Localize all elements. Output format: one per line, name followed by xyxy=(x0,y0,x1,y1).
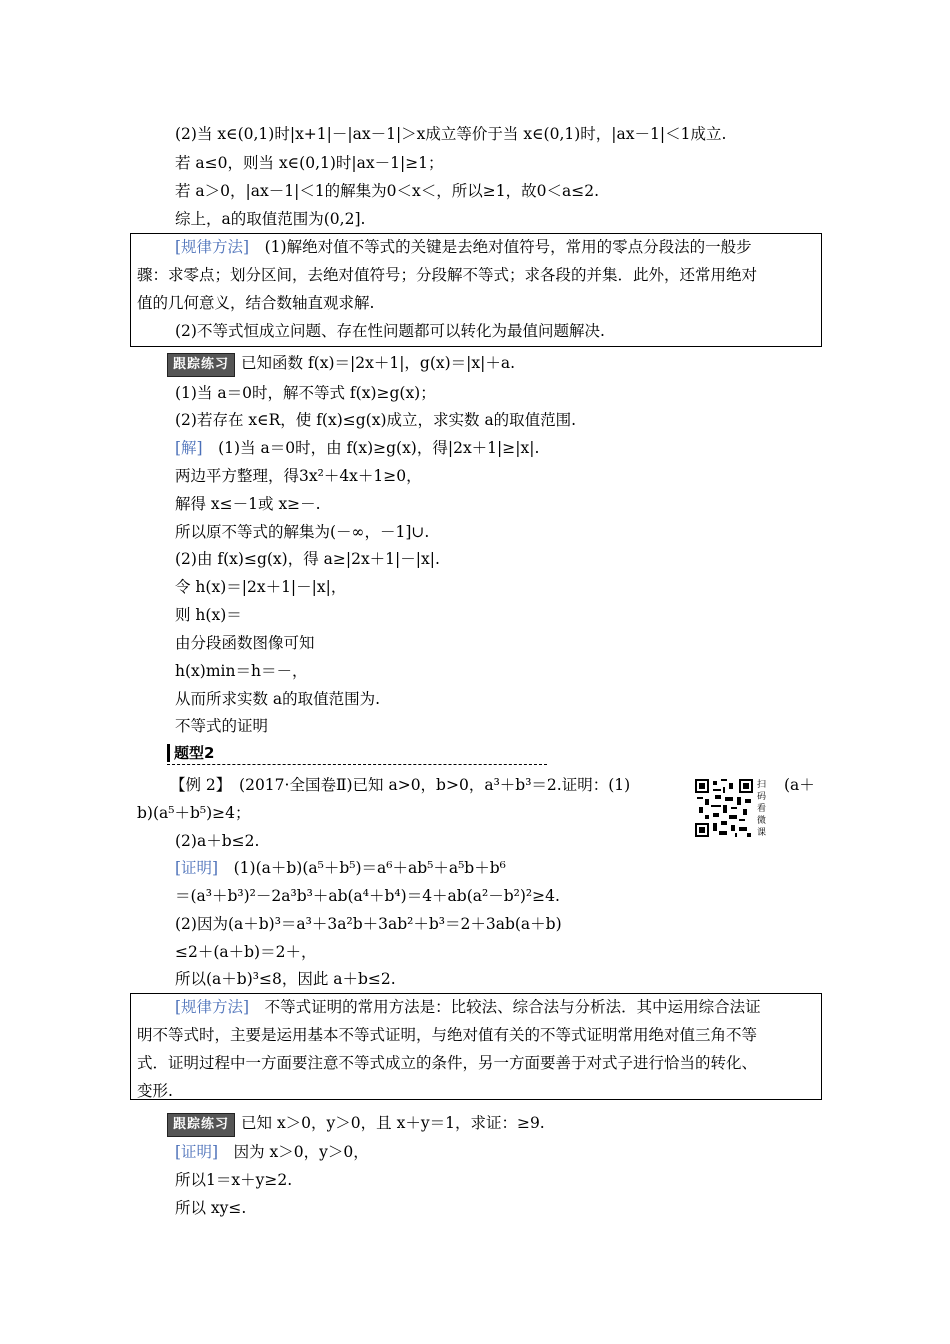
text-line: (2)a＋b≤2. xyxy=(175,832,260,850)
text-line: 则 h(x)＝ xyxy=(175,606,242,624)
method-line: 明不等式时，主要是运用基本不等式证明，与绝对值有关的不等式证明常用绝对值三角不等 xyxy=(137,1026,758,1044)
text-line: (2)因为(a＋b)³＝a³＋3a²b＋3ab²＋b³＝2＋3ab(a＋b) xyxy=(175,915,562,933)
method-tag: [规律方法] xyxy=(175,998,250,1016)
text-line: b)(a⁵＋b⁵)≥4； xyxy=(137,804,251,822)
qr-caption: 扫码看微课 xyxy=(757,780,767,838)
practice-text: 已知 x＞0，y＞0，且 x＋y＝1，求证：≥9. xyxy=(241,1114,545,1132)
divider xyxy=(167,764,547,765)
text-line: 若 a≤0，则当 x∈(0,1)时|ax－1|≥1； xyxy=(175,154,444,172)
text-line: (2)由 f(x)≤g(x)，得 a≥|2x＋1|－|x|. xyxy=(175,550,440,568)
method-line: 式．证明过程中一方面要注意不等式成立的条件，另一方面要善于对式子进行恰当的转化、 xyxy=(137,1054,758,1072)
proof-line xyxy=(175,858,506,878)
text-line: 所以(a＋b)³≤8，因此 a＋b≤2. xyxy=(175,970,396,988)
method-text: (1)解绝对值不等式的关键是去绝对值符号，常用的零点分段法的一般步 xyxy=(264,238,752,256)
text-line: 不等式的证明 xyxy=(175,717,269,735)
practice-tag: 跟踪练习 xyxy=(167,353,235,377)
text-line: 由分段函数图像可知 xyxy=(175,634,315,652)
practice-stem xyxy=(167,1113,545,1137)
method-line: 骤：求零点；划分区间，去绝对值符号；分段解不等式；求各段的并集．此外，还常用绝对 xyxy=(137,266,758,284)
solution-text: (1)当 a＝0时，由 f(x)≥g(x)，得|2x＋1|≥|x|. xyxy=(218,439,540,457)
example-lead: 【例 2】 (2017·全国卷Ⅱ)已知 a>0，b>0，a³＋b³＝2.证明：(1) xyxy=(170,776,631,794)
practice-tag: 跟踪练习 xyxy=(167,1113,235,1137)
method-tag: [规律方法] xyxy=(175,238,250,256)
practice-text: 已知函数 f(x)＝|2x＋1|，g(x)＝|x|＋a. xyxy=(241,354,516,372)
method-text: 不等式证明的常用方法是：比较法、综合法与分析法．其中运用综合法证 xyxy=(264,998,761,1016)
method-line: (2)不等式恒成立问题、存在性问题都可以转化为最值问题解决. xyxy=(175,322,605,340)
text-line: ＝(a³＋b³)²－2a³b³＋ab(a⁴＋b⁴)＝4＋ab(a²－b²)²≥4. xyxy=(175,887,560,905)
text-line: 所以 xy≤. xyxy=(175,1199,247,1217)
text-line: 综上，a的取值范围为(0,2]. xyxy=(175,210,366,228)
method-line: 值的几何意义，结合数轴直观求解. xyxy=(137,294,375,312)
text-line: 两边平方整理，得3x²＋4x＋1≥0， xyxy=(175,467,422,485)
text-line: ≤2＋(a＋b)＝2＋， xyxy=(175,943,317,961)
proof-tag: [证明] xyxy=(175,1143,219,1161)
solution-line xyxy=(175,438,539,458)
text-line: 从而所求实数 a的取值范围为. xyxy=(175,690,381,708)
text-line: 解得 x≤－1或 x≥－. xyxy=(175,495,321,513)
qr-code-icon[interactable] xyxy=(695,779,753,837)
text-line: (1)当 a＝0时，解不等式 f(x)≥g(x)； xyxy=(175,384,436,402)
text-line: (2)若存在 x∈R，使 f(x)≤g(x)成立，求实数 a的取值范围. xyxy=(175,411,577,429)
text-line: 所以原不等式的解集为(－∞，－1]∪. xyxy=(175,523,430,541)
text-line: (2)当 x∈(0,1)时|x+1|－|ax－1|＞x成立等价于当 x∈(0,1)时，|ax－1|＜1成立. xyxy=(175,125,727,143)
example-lead-right: (a＋ xyxy=(784,776,815,794)
proof-line xyxy=(175,1142,369,1162)
text-line: h(x)min＝h＝－， xyxy=(175,662,308,680)
practice-stem xyxy=(167,353,515,377)
text-line: 若 a＞0，|ax－1|＜1的解集为0＜x＜，所以≥1，故0＜a≤2. xyxy=(175,182,600,200)
proof-text: (1)(a＋b)(a⁵＋b⁵)＝a⁶＋ab⁵＋a⁵b＋b⁶ xyxy=(233,859,506,877)
proof-text: 因为 x＞0，y＞0， xyxy=(233,1143,369,1161)
method-line: 变形. xyxy=(137,1082,173,1100)
proof-tag: [证明] xyxy=(175,859,219,877)
solution-tag: [解] xyxy=(175,439,203,457)
method-line xyxy=(175,237,752,257)
section-heading: 题型2 xyxy=(167,744,214,762)
text-line: 所以1＝x＋y≥2. xyxy=(175,1171,293,1189)
method-line xyxy=(175,997,761,1017)
text-line: 令 h(x)＝|2x＋1|－|x|， xyxy=(175,578,347,596)
